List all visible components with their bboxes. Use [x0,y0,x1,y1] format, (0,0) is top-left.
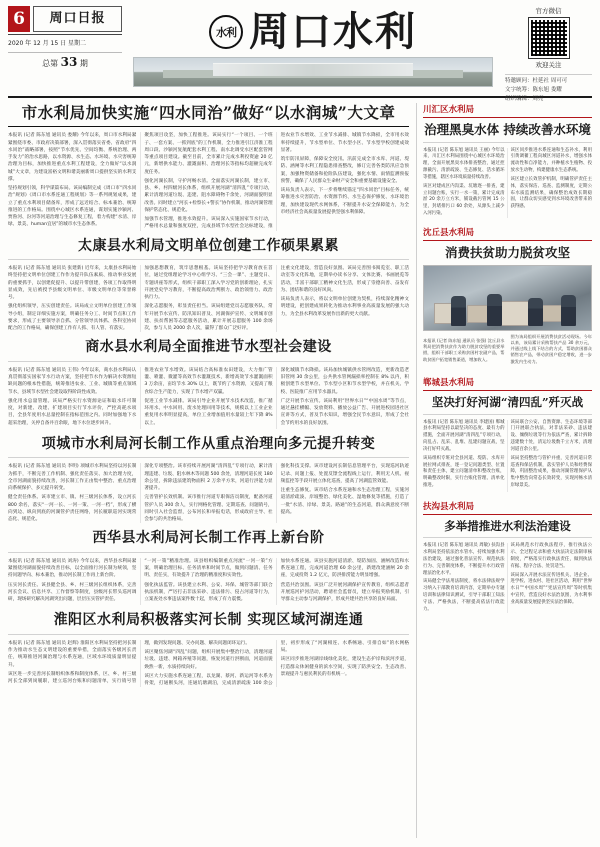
side-article-chuanhui [423,103,592,218]
paragraph: 该区同步推进河湖岸线绿化美化，建设生态护岸和滨河步道，打造群众休闲健身的滨水空间，实现了防洪安全、生态改善、景观提升与惠民利民的有机统一。 [280,657,409,677]
article-lead [8,103,409,231]
side-body [423,420,592,492]
paragraph: 该局规范水行政执法程序，推行执法公示、全过程记录和重大执法决定法制审核制度，严格落实行政执法责任，做到执法有据、程序合法、处罚适当。 [510,543,592,569]
paragraph: 聚焦项目攻坚，加快工程推进。该局实行“一个项目、一个班子、一套方案、一抓到底”的工作机制，全力推进引江济淮工程周口段、沙颍河复航配套水利工程、南水北调受水区配套管网等重点项目建设。截至目前，全市累计完成水利投资逾 20 亿元，新增供水能力、灌溉面积、治理河长等指标均超额完成年度任务。 [144,133,273,175]
date-line: 2020 年 12 月 15 日 星期二 [8,40,86,47]
paragraph: 本报讯 (记者 陈东旭 通讯员 赵辉) 淮阳区水利局坚持把河长制作为推动水生态文明建设的重要举措，全面落实各级河长责任，统筹推进河湖治理与水系连通，区域水环境质量明显提升。 [8,640,137,668]
publication-title: 周口水利 [249,8,417,55]
news-photo [423,265,592,331]
paragraph: 该局深入开展水法宣传进机关、进企业、进学校、进农村、进社区活动，利用“世界水日”“中国水周”“宪法宣传周”等时机集中宣传，营造良好水法治氛围，为水利事业高质量发展提供坚实法治保障。 [510,572,592,605]
side-article-dancheng [423,376,592,492]
masthead-credits [505,74,592,105]
paragraph: 该区大力实施水系连通工程，以龙湖、蔡河、新运河等水系为骨架，打通断头河，连通坑塘湖泊，完成清淤疏浚 100 余公里，初步形成了“河湖相连、水系畅通、引排自如”的水网格局。 [144,640,409,687]
paragraph: 该局健全学法用法制度，将水法律法规学习纳入干部教育培训内容，定期举办专题培训和法律知识测试，引导干部职工知法守法、严格执法，不断提高依法行政能力。 [423,579,505,612]
article-headline: 太康县水利局文明单位创建工作硕果累累 [78,237,339,254]
wechat-label-2: 欢迎关注 [535,61,562,70]
paragraph: 促进工业节水减排。该局引导企业开展节水技术改造，推广循环用水、中水回用、废水处理回用等技术，规模以上工业企业重复用水率明显提高，单位工业增加值用水量较上年下降 8% 以上。 [144,398,273,426]
article-taikang [8,238,409,333]
water-logo-icon: 水利 [209,15,243,49]
article-body [8,367,409,429]
article-huaiyang [8,612,409,687]
article-xiangcheng [8,436,409,524]
article-headline: 项城市水利局河长制工作从重点治理向多元提升转变 [41,435,376,452]
article-body [8,265,409,332]
paragraph: 加强思想教育，筑牢思想根基。该局坚持把学习教育放在首位，通过党组理论学习中心组学习、“三会一课”、主题党日、专题讲座等形式，组织干部职工深入学习党的创新理论，扎实开展党史学习教育，不断提高政治判断力、政治领悟力、政治执行力。 [144,266,273,301]
article-shangshui [8,339,409,429]
paragraph: 深化志愿服务，彰显责任担当。该局组建党员志愿服务队，常年开展节水宣传、防汛知识普及、河湖保护宣传、文明城市创建、扶贫帮困等志愿服务活动，累计开展志愿服务 100 余场次，参与人员 2000 余人次，赢得了群众广泛好评。 [144,304,273,332]
paragraph: 健全责任体系。该市建立市、镇、村三级河长体系，设立河长 800 余名，落实“一河一长、一河一策、一河一档”，形成了横向到边、纵向到底的河湖管护责任网络，河长履职巡河实现常态化、规范化。 [8,495,137,523]
side-kicker: 沈丘县水利局 [423,226,592,241]
article-body [8,640,409,688]
paragraph: 深化城镇节水降损。该局加快城镇供水管网改造，更新改造老旧管网 30 余公里，公共供水管网漏损率控制在 8% 以内，积极创建节水型单位、节水型小区和节水型学校，并在机关、学校、医院推广应用节水器具。 [280,367,409,395]
wechat-label-1: 官方微信 [535,7,562,15]
paragraph: 强化组织领导，压实创建责任。该局成立文明单位创建工作领导小组，制定详细实施方案，明确任务分工、时间节点和工作要求，形成了主要领导亲自抓、分管领导具体抓、各科室协同配合的工作格局，确保创建工作有人抓、有人管、有落实。 [8,304,137,332]
paragraph: 广泛开展节水宣传。该局利用“世界水日”“中国水周”等节点，通过悬挂横幅、发放资料、播放公益广告、开展进校园进社区宣讲等方式，普及节水知识，增强全民节水意识，形成了全社会节约用水的良好氛围。 [280,398,409,426]
side-column [416,103,592,838]
paragraph: 该局负责人表示，下一步将继续锚定“四水同治”目标任务，统筹推进水灾害防治、水资源节约、水生态保护修复、水环境治理，加快建设现代水网体系，不断提升水安全保障能力，为全市经济社会高质量发展提供坚强水利保障。 [280,188,409,215]
article-headline: 商水县水利局全面推进节水型社会建设 [85,339,332,356]
side-kicker: 扶沟县水利局 [423,500,592,515]
masthead-title-row [126,8,500,55]
masthead-dateline [8,39,122,49]
paragraph: 压实河长责任。该县健全县、乡、村三级河长组织体系，完善河长会议、信息共享、工作督察等制度，县级河长带头巡河调研，现场研究解决河湖突出问题，层层压实管护责任。 [8,582,137,603]
paragraph: 本报讯 (记者 陈东旭 通讯员 王丽) 今年以来，川汇区水利局围绕中心城区水环境治理，全面开展黑臭水体排查整治，通过控源截污、清淤疏浚、生态修复、活水循环等措施，辖区水环境质量持续改善。 [423,147,505,180]
caption-text: 图为该局组织开展消费扶贫活动现场。今年以来，该局累计采购帮扶产品 30 余万元，并通过线上线下结合的方式，帮助贫困群众销售农产品，带动贫困户稳定增收，进一步激发内生动力。 [510,333,592,364]
caption-text: 本报讯 (记者 陈东旭 通讯员 张强) 沈丘县水利局把消费扶贫作为助力脱贫攻坚的重要举措，组织干部职工采购贫困村农副产品，帮助贫困户拓宽销售渠道，增加收入。 [423,337,505,362]
masthead-left [8,6,126,69]
side-body [423,543,592,613]
masthead-center [126,6,500,87]
side-article-fugou [423,500,592,614]
article-body [8,558,409,606]
masthead-banner-photo [133,57,492,87]
article-xihua [8,530,409,605]
paragraph: 本报讯 (记者 陈东旭 通讯员 娄耀) 今年以来，周口市水利局紧紧围绕市委、市政府决策部署，深入贯彻落实省委、省政府“四水同治”战略部署，按照“节水优先、空间均衡、系统治理、两手发力”的治水思路，以水资源、水生态、水环境、水灾害统筹治理为目标，加快推进重点水利工程建设，全力做好“以水润城”大文章，为建设富裕文明和谐美丽新周口提供坚实的水利支撑。 [8,133,137,182]
article-headline: 淮阳区水利局积极落实河长制 实现区域河湖连通 [53,612,364,629]
main-column [8,103,409,838]
side-headline: 消费扶贫助力脱贫攻坚 [444,244,570,260]
paragraph: 加快水系连通。该县实施河道清淤、堤防加固、涵闸改造和水系连通工程，完成河道治理 60 余公里，新建改建涵闸 20 余座，完成投资 1.2 亿元，防洪排涝能力明显增强。 [280,558,409,579]
page-number: 6 [8,6,30,32]
side-kicker: 郸城县水利局 [423,376,592,391]
article-headline: 西华县水利局河长制工作再上新台阶 [92,530,325,547]
paragraph: 该区聚焦河湖“四乱”问题，组织开展集中整治行动，清理河道垃圾、违建、网箱养殖等问题，恢复河道行洪断面，河道面貌焕然一新，水质持续向好。 [144,650,273,670]
paragraph: 强化河湖长制，守护河畅水清。全面落实河湖长制，建立市、县、乡、村四级河长体系，组织开展河湖“清四乱”专项行动，累计清理河道垃圾、违建、阻水障碍物千余处，河湖面貌明显改善。同时建立“河长+检察长+警长”协作机制，推动河湖管理保护常态化、规范化。 [144,178,273,213]
paragraph: 强化科技支撑。该市建设河长制信息管理平台，实现巡河轨迹记录、问题上报、处置反馈全流程线上运行，利用无人机、视频监控等手段开展立体化巡查，提高了河湖监管效能。 [280,464,409,484]
qr-code-icon[interactable] [529,18,569,58]
photo-caption [423,334,592,369]
issue-number: 33 [60,55,78,70]
paragraph: 本报讯 (记者 陈东旭 通讯员 周敏) 扶沟县水利局坚持依法治水管水，持续加强水利法治建设，通过强化普法宣传、规范执法行为、完善制度体系，不断提升水行政管理法治化水平。 [423,543,505,576]
masthead [8,6,592,103]
credit-line-0: 特邀顾问：杜延社 周可可 [505,77,568,84]
paragraph: 该局负责人表示，将以文明单位创建为契机，持续深化精神文明建设，把创建成果转化为推动水利事业高质量发展的强大动力，为全县水利改革发展作出新的更大贡献。 [280,297,409,317]
paragraph: 注重生态修复。该市结合水系连通和水生态治理工程，实施河道清淤疏浚、岸坡整治、绿化美化、湿地修复等措施，打造了一批“水清、岸绿、景美、路通”的生态河道，群众满意度不断提高。 [280,488,409,515]
page-content [8,103,592,838]
side-kicker: 川汇区水利局 [423,103,592,118]
paragraph: 强化用水总量管理。该局严格实行水资源论证和取水许可制度，对新建、改建、扩建项目实行节水评价，严控高耗水项目，全县年度用水总量控制在指标范围之内。同时加强地下水超采治理，关停自备井百余眼，地下水位逐步回升。 [8,398,137,426]
paragraph: 该区进一步完善河长制组织体系和制度体系，区、乡、村三级河长全部到岗履职，建立巡河台账和问题清单，实行销号管理，做到发现问题、交办问题、解决问题闭环运行。 [8,640,250,685]
paragraph: 深化专项整治。该市持续开展河湖“清四乱”专项行动，累计清理违建、垃圾、阻水林木等问题 500 余处，清理河道长度 180 余公里，拆除违法建筑物面积 2 万余平方米，河道行洪能力显著提升。 [144,464,273,492]
article-body [8,463,409,523]
paper-name: 周口日报 [33,6,122,32]
paragraph: 该区同步推进水系连通和生态补水，利用引黄调蓄工程向城区河道补水，增强水体流动性和自净能力，并种植水生植物、投放水生动物，构建健康水生态系统。 [510,147,592,174]
credit-line-1: 文字统筹：陈东旭 娄耀 [505,87,562,94]
paragraph: 加强节水管理，推进水效提升。该局深入实施国家节水行动，严格用水总量和强度双控，完成县域节水型社会达标建设，推进农业节水增效、工业节水减排、城镇节水降损，全市用水效率持续提升，节水型单位、节水型小区、节水型学校创建成效显著。 [144,133,409,230]
masthead-right [500,6,592,105]
paragraph: 营造共治氛围。该县广泛开展河湖保护宣传教育，组织志愿者开展巡河护河活动，聘请社会监督员，建立举报奖励机制，引导群众主动参与河湖保护，形成共建共治共享的良好局面。 [280,582,409,603]
issue-label: 总第 [42,59,59,69]
paragraph: 本报讯 (记者 陈东旭 通讯员 王伟) 今年以来，商水县水利局认真贯彻落实国家节水行动方案，坚持把节水作为解决水资源短缺问题的根本性措施，统筹推进农业、工业、城镇等重点领域节水，县域节水型社会建设取得阶段性成效。 [8,367,137,395]
paragraph: 该区建立长效管护机制，明确管护责任主体，落实保洁、巡查、监测制度，定期公布水质监测结果，确保整治成效长期稳固，让群众切实感受到水环境改善带来的获得感。 [510,176,592,210]
paragraph: 筑牢防汛屏障，保障安全度汛。汛前完成全市水库、河道、堤防、涵闸等水利工程隐患排查整改，修订完善各类防汛应急预案，加强物资储备和抢险队伍建设，强化水情、雨情监测预报预警，确保了人民群众生命财产安全和重要基础设施安全。 [280,157,409,184]
paragraph: 坚持规划引领，科学谋篇布局。该局编制完成《周口市“四水同治”规划》《周口市水系连通工程规划》等一系列规划成果，建立了重点水利项目储备库，形成了远近结合、标本兼治、统筹推进的工作格局。围绕中心城区水系连通，谋划实施沙颍河、贾鲁河、汾河等河道治理与生态修复工程，着力构建“水清、岸绿、景美、human宜居”的城市水生态体系。 [8,186,137,228]
paragraph: 该局组织专班对全县河道、堤防、水库开展拉网式排查，逐一登记问题类型、位置和责任主体，建立问题清单和整改台账，明确整改时限，实行台账化管理、清单化推进。 [423,455,505,488]
masthead-badge [8,6,122,35]
paragraph: 本报讯 (记者 陈东旭 通讯员 张建新) 近年来，太康县水利局始终坚持把文明单位创建工作作为提升队伍素质、推动事业发展的重要抓手，以创建促提升、以提升带创建，各项工作取得明显成效，先后被授予县级文明单位、市级文明单位等荣誉称号。 [8,266,137,301]
side-headline: 治理黑臭水体 持续改善水环境 [424,122,591,137]
paragraph: 该区对建成区内沟渠、坑塘逐一排查，建立问题台账，实行一水一策，累计完成清淤 20 余万立方米，铺设截污管网 15 公里，封堵排污口 60 余处，从源头上减少入河污染。 [423,183,505,217]
side-headline: 坚决打好河湖“清四乱”歼灭战 [431,395,584,410]
side-article-shenqiu [423,226,592,368]
paragraph: 本报讯 (记者 陈东旭 通讯员 李建国) 郸城县水利局坚持以最坚决的态度、最有力的措施，全面开展河湖“清四乱”专项行动，向乱占、乱采、乱堆、乱建问题宣战，坚决打好歼灭战。 [423,419,505,452]
article-body [8,132,409,230]
paragraph: 该局联合公安、自然资源、生态环境等部门开展联合执法，对非法采砂、违法建设、倾倒垃圾等行为依法严查，累计拆除违建数十处，清运垃圾数千立方米，清理河道百余公里。 [510,419,592,452]
paragraph: 本报讯 (记者 陈东旭 通讯员 刘涛) 今年以来，西华县水利局紧紧围绕河湖面貌持续改善目标，以全面推行河长制为统领，坚持问题导向、标本兼治，推动河长制工作再上新台阶。 [8,558,137,579]
paragraph: 该局坚持整治与管护并重，完善河道日常巡查和保洁机制，落实管护人员和经费保障，巩固整治成果，推动河湖管理保护从集中整治向常态长效转变，实现河畅水清岸绿景美。 [510,455,592,488]
paragraph: 完善管护长效机制。该市推行河道专职保洁员制度，配备河道管护人员 300 余人，实行网格化管理、定期巡查、问题销号，同时引入社会监督，公布河长和举报电话，形成政府主导、社会参与的共治格局。 [144,495,273,523]
paragraph: “一河一策”精准治理。该县组织编制重点河流“一河一策”方案，明确治理目标、任务清单和时间节点，做到问题清、任务明、责任实，有效提升了治理的精准度和实效性。 [144,558,273,579]
credit-line-2: 组织编辑：周亮 [505,96,544,103]
paragraph: 强化执法监管。该县建立水利、公安、环保、城管等部门联合执法机制，严厉打击非法采砂、违法排污、侵占河道等行为，立案查处水事违法案件数十起，形成了有力震慑。 [144,582,273,603]
issue-suffix: 期 [79,59,88,69]
paragraph: 本报讯 (记者 陈东旭 通讯员 李明) 项城市水利局坚持以河长制为抓手，不断完善工作机制、强化责任落实、加大治理力度，全市河湖面貌持续改善，河长制工作正由集中整治、重点治理向系统保护、多元提升转变。 [8,464,137,492]
paragraph: 推进农业节水增效。该局结合高标准农田建设，大力推广管灌、喷灌、微灌等高效节水灌溉技术，新增高效节水灌溉面积 3 万余亩，亩均节水 30% 以上，既节约了水资源，又提高了粮食综合生产能力，实现了节水增产双赢。 [144,367,273,395]
side-body [423,148,592,218]
issue-line [8,52,122,69]
article-headline: 市水利局加快实施“四水同治”做好“以水润城”大文章 [21,103,396,122]
side-headline: 多举措推进水利法治建设 [444,518,571,533]
paragraph: 注重文化建设，营造良好氛围。该局完善图书阅览室、职工活动室等文化阵地，定期举办读书分享、文体比赛、书画展览等活动，丰富干部职工精神文化生活，形成了崇德向善、奋发有为、团结和谐的良好风尚。 [280,266,409,293]
